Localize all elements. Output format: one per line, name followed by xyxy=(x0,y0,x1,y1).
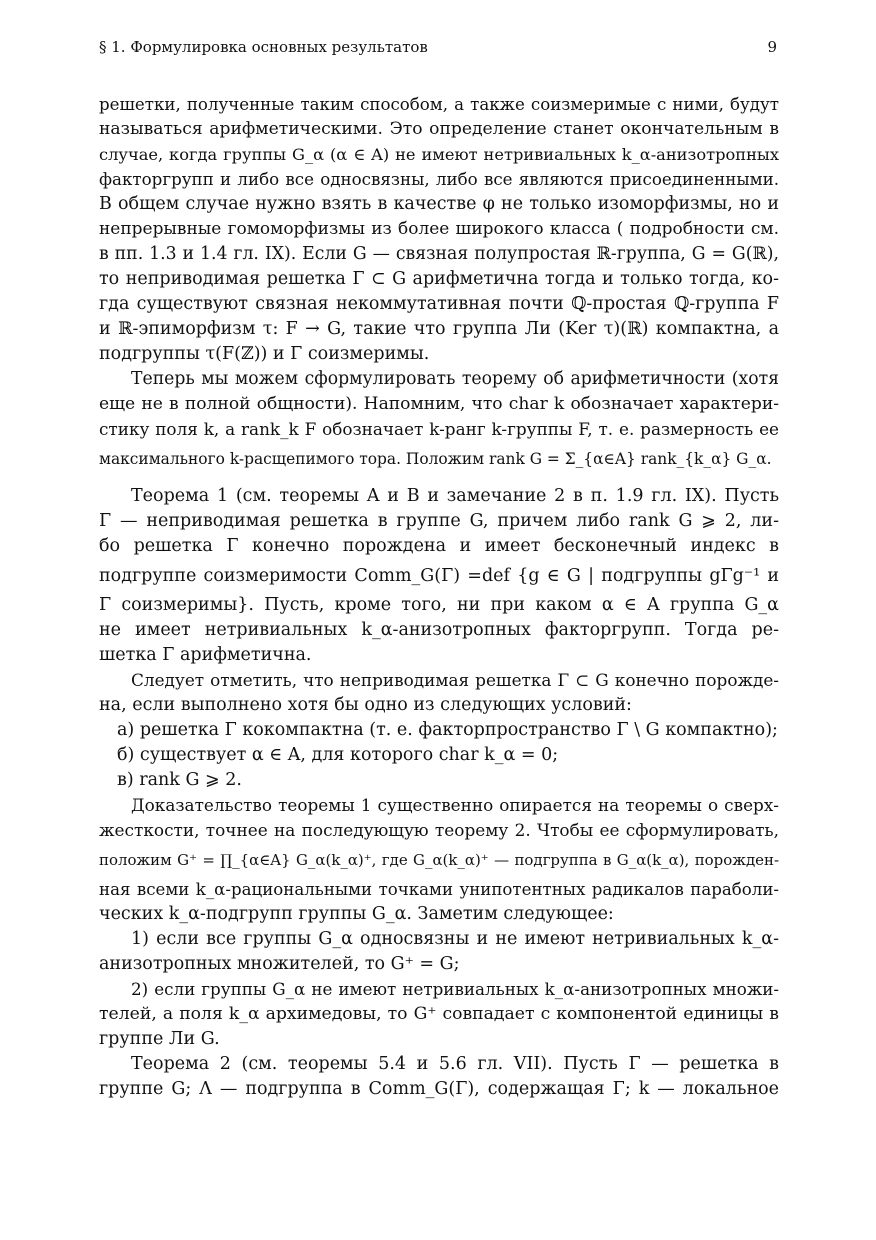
text-line: то неприводимая решетка Γ ⊂ G арифметична тогда и только тогда, ко- xyxy=(99,269,779,289)
text-line: еще не в полной общности). Напомним, что char k обозначает характери- xyxy=(99,394,779,414)
text-line: подгруппы τ(F(ℤ)) и Γ соизмеримы. xyxy=(99,344,430,364)
text-line: на, если выполнено хотя бы одно из следующих условий: xyxy=(99,695,632,715)
text-line: группе G; Λ — подгруппа в Comm_G(Γ), содержащая Γ; k — локальное xyxy=(99,1079,779,1099)
text-line: ная всеми k_α-рациональными точками унипотентных радикалов параболи- xyxy=(99,880,779,899)
text-line: анизотропных множителей, то G⁺ = G; xyxy=(99,954,460,974)
text-line: гда существуют связная некоммутативная почти ℚ-простая ℚ-группа F xyxy=(99,294,779,314)
text-line: решетки, полученные таким способом, а также соизмеримые с ними, будут xyxy=(99,95,779,114)
text-line: непрерывные гомоморфизмы из более широкого класса ( подробности см. xyxy=(99,219,779,239)
text-line: 2) если группы G_α не имеют нетривиальных k_α-анизотропных множи- xyxy=(131,979,779,999)
text-line: факторгрупп и либо все односвязны, либо все являются присоединенными. xyxy=(99,170,779,189)
list-item: в) rank G ⩾ 2. xyxy=(117,770,242,790)
text-line: Теперь мы можем сформулировать теорему об арифметичности (хотя xyxy=(131,369,779,389)
text-line: положим G⁺ = ∏_{α∈A} G_α(k_α)⁺, где G_α(k_α)⁺ — подгруппа в G_α(k_α), порожден- xyxy=(99,851,779,869)
list-item: б) существует α ∈ A, для которого char k_α = 0; xyxy=(117,745,559,765)
text-line: Γ соизмеримы}. Пусть, кроме того, ни при каком α ∈ A группа G_α xyxy=(99,595,779,615)
text-line: стику поля k, а rank_k F обозначает k-ранг k-группы F, т. е. размерность ее xyxy=(99,419,779,439)
text-line: шетка Γ арифметична. xyxy=(99,645,312,665)
text-line: Доказательство теоремы 1 существенно опирается на теоремы о сверх- xyxy=(131,795,779,815)
text-line: максимального k-расщепимого тора. Положим rank G = Σ_{α∈A} rank_{k_α} G_α. xyxy=(99,450,772,468)
theorem-2-heading: Теорема 2 (см. теоремы 5.4 и 5.6 гл. VII). Пусть Γ — решетка в xyxy=(131,1054,779,1074)
text-line: ческих k_α-подгрупп группы G_α. Заметим следующее: xyxy=(99,904,614,924)
text-line: и ℝ-эпиморфизм τ: F → G, такие что группа Ли (Ker τ)(ℝ) компактна, а xyxy=(99,319,779,339)
running-header xyxy=(99,38,777,62)
text-line: жесткости, точнее на последующую теорему 2. Чтобы ее сформулировать, xyxy=(99,820,779,840)
text-line: в пп. 1.3 и 1.4 гл. IX). Если G — связная полупростая ℝ-группа, G = G(ℝ), xyxy=(99,244,779,264)
text-line: Γ — неприводимая решетка в группе G, причем либо rank G ⩾ 2, ли- xyxy=(99,511,779,531)
text-line: группе Ли G. xyxy=(99,1029,220,1049)
text-line: не имеет нетривиальных k_α-анизотропных факторгрупп. Тогда ре- xyxy=(99,620,779,640)
text-line: случае, когда группы G_α (α ∈ A) не имеют нетривиальных k_α-анизотропных xyxy=(99,145,779,164)
text-line: телей, а поля k_α архимедовы, то G⁺ совпадает с компонентой единицы в xyxy=(99,1004,779,1024)
text-line: называться арифметическими. Это определение станет окончательным в xyxy=(99,119,779,139)
text-line: подгруппе соизмеримости Comm_G(Γ) =def {g ∈ G | подгруппы gΓg⁻¹ и xyxy=(99,566,779,586)
text-line: В общем случае нужно взять в качестве φ не только изоморфизмы, но и xyxy=(99,194,779,214)
page-number: 9 xyxy=(767,38,777,56)
text-line: бо решетка Γ конечно порождена и имеет бесконечный индекс в xyxy=(99,536,779,556)
page-body xyxy=(99,92,779,1102)
section-title: § 1. Формулировка основных результатов xyxy=(99,38,428,56)
text-line: 1) если все группы G_α односвязны и не имеют нетривиальных k_α- xyxy=(131,929,779,949)
list-item: а) решетка Γ кокомпактна (т. е. факторпространство Γ \ G компактно); xyxy=(117,720,778,740)
theorem-1-heading: Теорема 1 (см. теоремы A и B и замечание 2 в п. 1.9 гл. IX). Пусть xyxy=(131,486,779,506)
text-line: Следует отметить, что неприводимая решетка Γ ⊂ G конечно порожде- xyxy=(131,670,779,690)
